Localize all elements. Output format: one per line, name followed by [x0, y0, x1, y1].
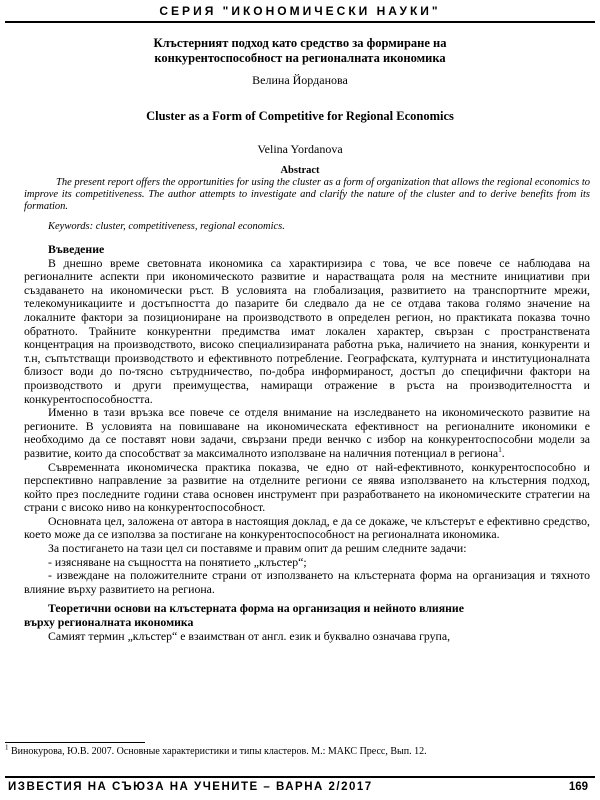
- task-item-2: - извеждане на положителните страни от използването на клъстерната форма на организация и тяхното влияние върху развитието на региона.: [24, 568, 590, 596]
- title-english: Cluster as a Form of Competitive for Regional Economics: [146, 109, 454, 123]
- section2-heading-line2: върху регионалната икономика: [24, 615, 194, 630]
- page-number: 169: [568, 781, 588, 793]
- keywords: Keywords: cluster, competitiveness, regional economics.: [48, 221, 285, 232]
- footnote-marker: 1: [5, 743, 9, 752]
- footnote-text: Винокурова, Ю.В. 2007. Основные характеристики и типы кластеров. М.: МАКС Пресс, Вып. 12.: [8, 746, 427, 757]
- series-header: СЕРИЯ "ИКОНОМИЧЕСКИ НАУКИ": [159, 4, 441, 18]
- title-bg-line2: конкурентоспособност на регионалната икономика: [154, 51, 446, 65]
- intro-paragraph-1: В днешно време световната икономика са характиризира с това, че все повече се наблюдава на регионалните аспекти при икономическото развитие и нарастващата роля на местните инициативи при създаването на икономически ръст. В условията на глобализация, развитието на транспортните мрежи, телекомуникациите и достъпността до пазарите би следвало да не се отдава такова голямо значение на локалните фактори за позициониране на производството в определен регион, но практиката показва точно обратното. Трайните конкурентни предимства имат локален характер, свързан с пространствената концентрация на производството, високо специализираната работна ръка, наличието на знания, конкуренти и т.н, съпътстващи производството и ефективното потребление. Географската, културната и институционалната близост води до по-тясно сътрудничество, по-добра информираност, достъп до специфични фактори на производството и други преимущества, намиращи отражение в ръста на производителността и конкурентоспособността.: [24, 255, 590, 406]
- footnote-rule: [5, 742, 145, 743]
- footnote: [5, 743, 427, 757]
- task-item-1: - изясняване на същността на понятието „клъстер“;: [48, 554, 307, 569]
- intro-heading: Въведение: [48, 242, 105, 256]
- author-bulgarian: Велина Йорданова: [252, 73, 348, 87]
- footnote-ref: 1: [498, 445, 502, 454]
- intro-paragraph-5: За постигането на тази цел си поставяме и правим опит да решим следните задачи:: [48, 541, 467, 556]
- abstract-heading: Abstract: [280, 165, 320, 176]
- footer-rule: [5, 776, 595, 778]
- title-bg-line1: Клъстерният подход като средство за формиране на: [153, 36, 447, 50]
- intro-paragraph-2-text: Именно в тази връзка все повече се отделя внимание на изследването на икономическото развитие на регионите. В условията на повишаване на икономическата ефективност на регионалните икономики е необходимо да се поставят нови задачи, свързани преди венчко с избор на конкурентоспособни модели за развитие, които да способстват за максималното използване на наличния потенциал в региона: [24, 405, 590, 460]
- abstract-text: The present report offers the opportunities for using the cluster as a form of organization that allows the regional economics to improve its competitiveness. The author attempts to investigate and clarify the nature of the cluster and to derive benefits from its formation.: [24, 177, 590, 212]
- title-bulgarian: [0, 36, 600, 66]
- section2-heading-line1: Теоретични основи на клъстерната форма на организация и нейното влияние: [48, 601, 464, 616]
- author-english: Velina Yordanova: [257, 142, 343, 156]
- intro-paragraph-2: Именно в тази връзка все повече се отделя внимание на изследването на икономическото развитие на регионите. В условията на повишаване на икономическата ефективност на регионалните икономики е необходимо да се поставят нови задачи, свързани преди венчко с избор на конкурентоспособни модели за развитие, които да способстват за максималното използване на наличния потенциал в региона$^1$.: [24, 405, 590, 460]
- body-text: [24, 243, 590, 643]
- section2-paragraph-1: Самият термин „клъстер“ е взаимстван от англ. език и буквално означава група,: [48, 628, 451, 643]
- footer-journal: ИЗВЕСТИЯ НА СЪЮЗА НА УЧЕНИТЕ – ВАРНА 2/2017: [8, 781, 373, 793]
- intro-paragraph-3: Съвременната икономическа практика показва, че едно от най-ефективното, конкурентоспособно и перспективно направление за развитие на отделните региони се явява използването на клъстерния подход, който през последните години става основен инструмент при разработването на икономическите стратегии на страни с високо ниво на конкурентоспособност.: [24, 459, 590, 515]
- section2-heading: [24, 602, 590, 629]
- intro-paragraph-4: Основната цел, заложена от автора в настоящия доклад, е да се докаже, че клъстерът е ефективно средство, което може да се използва за постигане на конкурентоспособност на регионалната икономика.: [24, 513, 590, 542]
